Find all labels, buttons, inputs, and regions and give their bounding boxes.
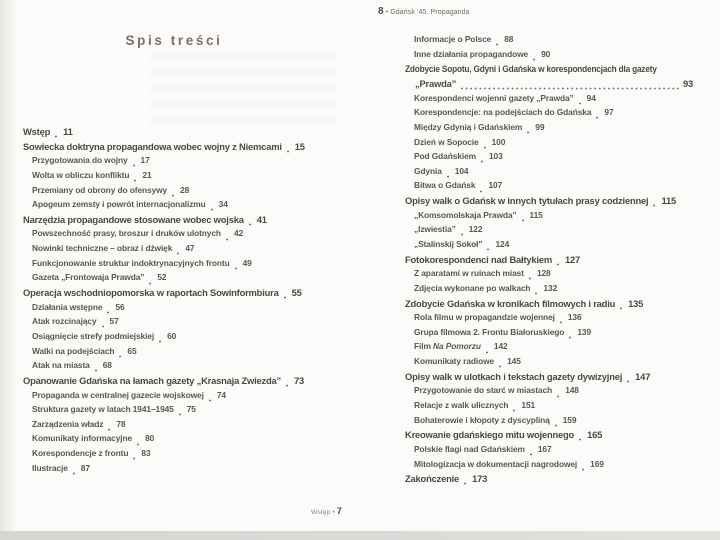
toc-entry bbox=[405, 107, 693, 122]
dot-leader bbox=[486, 351, 490, 354]
dot-leader bbox=[461, 87, 679, 90]
dot-leader bbox=[533, 58, 537, 61]
toc-entry-page: 139 bbox=[577, 326, 592, 337]
dot-leader bbox=[582, 468, 586, 471]
toc-entry-page: 132 bbox=[543, 282, 558, 293]
toc-entry-label: Ilustracje bbox=[32, 462, 68, 473]
toc-entry bbox=[405, 327, 693, 342]
toc-entry bbox=[23, 185, 325, 200]
toc-entry-label: „Izwiestia” bbox=[414, 224, 456, 235]
toc-entry-label: Opisy walk o Gdańsk w innych tytułach prasy codziennej bbox=[405, 195, 649, 207]
toc-entry-page: 115 bbox=[529, 209, 543, 220]
toc-entry-label: Opisy walk w ulotkach i tekstach gazety dywizyjnej bbox=[405, 370, 623, 382]
toc-entry-page: 99 bbox=[535, 121, 545, 132]
toc-entry-label: Operacja wschodniopomorska w raportach Sowinformbiura bbox=[23, 287, 279, 299]
dot-leader bbox=[119, 355, 123, 358]
toc-entry-label: Pod Gdańskiem bbox=[414, 151, 476, 162]
toc-entry-page: 47 bbox=[185, 243, 195, 254]
toc-entry-page: 124 bbox=[495, 238, 510, 249]
dot-leader bbox=[134, 179, 138, 182]
toc-entry-page: 49 bbox=[242, 257, 252, 268]
toc-entry bbox=[405, 210, 693, 225]
toc-entry-page: 34 bbox=[218, 199, 228, 210]
dot-leader bbox=[555, 424, 559, 427]
toc-entry bbox=[23, 433, 325, 448]
toc-entry bbox=[405, 385, 693, 400]
toc-entry-page: 167 bbox=[537, 443, 552, 454]
toc-entry bbox=[23, 360, 325, 375]
toc-entry-page: 28 bbox=[180, 184, 190, 195]
toc-entry-page: 94 bbox=[586, 92, 596, 103]
toc-entry bbox=[23, 170, 325, 185]
toc-entry-page: 135 bbox=[628, 297, 644, 309]
footer-chapter-name: Wstęp bbox=[311, 509, 331, 516]
dot-leader bbox=[73, 472, 77, 475]
toc-entry-label: Relacje z walk ulicznych bbox=[414, 400, 509, 411]
dot-leader bbox=[481, 160, 485, 163]
running-footer bbox=[311, 506, 342, 517]
dot-leader bbox=[287, 150, 291, 153]
toc-entry bbox=[405, 122, 693, 137]
toc-entry-page: 42 bbox=[233, 228, 244, 239]
header-page-number: 8 bbox=[378, 6, 384, 17]
dot-leader bbox=[487, 248, 491, 251]
toc-entry bbox=[23, 463, 325, 478]
toc-entry-label: Informacje o Polsce bbox=[414, 34, 492, 44]
toc-entry-label: Dzień w Sopocie bbox=[414, 136, 479, 147]
toc-entry bbox=[405, 239, 693, 254]
toc-entry bbox=[23, 346, 325, 361]
dot-leader bbox=[560, 321, 564, 324]
toc-entry bbox=[23, 390, 325, 405]
toc-entry bbox=[405, 356, 693, 371]
toc-title: Spis treści bbox=[125, 33, 223, 48]
toc-entry-label: Atak na miasta bbox=[32, 360, 90, 371]
toc-entry bbox=[405, 268, 693, 283]
toc-entry-label: Korespondenci wojenni gazety „Prawda” bbox=[414, 92, 574, 103]
toc-entry bbox=[405, 371, 693, 386]
dot-leader bbox=[179, 413, 183, 416]
toc-entry-label: Wolta w obliczu konfliktu bbox=[32, 169, 130, 180]
toc-entry-label: Zdobycie Sopotu, Gdyni i Gdańska w korespondencjach dla gazety bbox=[405, 63, 657, 75]
dot-leader bbox=[133, 164, 137, 167]
footer-separator: • bbox=[332, 509, 335, 516]
toc-entry-label: Przemiany od obrony do ofensywy bbox=[32, 184, 168, 195]
dot-leader bbox=[286, 384, 290, 387]
dot-leader bbox=[102, 325, 106, 328]
toc-entry-page: 107 bbox=[488, 180, 503, 191]
toc-entry bbox=[405, 459, 693, 474]
toc-entry-page: 11 bbox=[63, 126, 73, 137]
toc-entry-label: Opanowanie Gdańska na łamach gazety „Krasnaja Zwiezda” bbox=[23, 374, 282, 386]
dot-leader bbox=[535, 292, 539, 295]
dot-leader bbox=[653, 204, 657, 207]
toc-entry bbox=[23, 419, 325, 434]
toc-entry-label: Fotokorespondenci nad Bałtykiem bbox=[405, 253, 552, 265]
scan-left-edge bbox=[0, 0, 17, 540]
toc-entry bbox=[405, 429, 693, 444]
toc-entry bbox=[405, 166, 693, 181]
toc-entry bbox=[23, 258, 325, 273]
toc-entry-label: „Stalinskij Sokoł” bbox=[414, 238, 483, 249]
toc-entry-label: Film Na Pomorzu bbox=[414, 341, 481, 352]
dot-leader bbox=[159, 340, 163, 343]
toc-entry bbox=[23, 272, 325, 287]
toc-entry-page: 93 bbox=[682, 77, 693, 89]
toc-entry-page: 90 bbox=[541, 48, 551, 59]
dot-leader bbox=[447, 175, 451, 178]
dot-leader bbox=[484, 146, 488, 149]
toc-entry bbox=[23, 214, 325, 229]
toc-entry bbox=[405, 444, 693, 459]
dot-leader bbox=[496, 43, 500, 46]
dot-leader bbox=[499, 365, 503, 368]
toc-entry-label: Rola filmu w propagandzie wojennej bbox=[414, 312, 555, 323]
dot-leader bbox=[579, 102, 583, 105]
toc-entry-label: Komunikaty informacyjne bbox=[32, 433, 133, 444]
dot-leader bbox=[209, 399, 213, 402]
footer-page-number: 7 bbox=[336, 506, 342, 517]
toc-entry-page: 128 bbox=[536, 268, 551, 279]
toc-entry-page: 74 bbox=[216, 389, 226, 400]
dot-leader bbox=[627, 380, 631, 383]
toc-entry bbox=[405, 151, 693, 166]
toc-entry-page: 104 bbox=[454, 165, 469, 176]
toc-entry-page: 75 bbox=[186, 404, 196, 415]
toc-entry-page: 147 bbox=[635, 370, 651, 382]
toc-entry-label: Sowiecka doktryna propagandowa wobec wojny z Niemcami bbox=[23, 140, 282, 152]
toc-entry bbox=[405, 180, 693, 195]
toc-entry-page: 142 bbox=[493, 341, 508, 352]
toc-entry bbox=[405, 224, 693, 239]
toc-entry-page: 80 bbox=[145, 433, 155, 444]
toc-entry-page: 145 bbox=[507, 356, 521, 367]
dot-leader bbox=[211, 208, 215, 211]
dot-leader bbox=[108, 428, 112, 431]
toc-entry-page: 56 bbox=[115, 301, 125, 312]
toc-entry-page: 115 bbox=[661, 195, 676, 207]
toc-entry bbox=[405, 63, 693, 92]
header-book-title: Gdańsk '45. Propaganda bbox=[390, 9, 470, 16]
toc-entry-page: 88 bbox=[504, 34, 514, 44]
dot-leader bbox=[133, 457, 137, 460]
dot-leader bbox=[172, 194, 176, 197]
toc-entry bbox=[405, 298, 693, 313]
toc-entry bbox=[405, 93, 693, 108]
toc-entry-label: Przygotowanie do starć w miastach bbox=[414, 385, 553, 396]
toc-entry bbox=[23, 199, 325, 214]
toc-entry-page: 127 bbox=[564, 253, 581, 265]
toc-entry bbox=[23, 141, 325, 156]
toc-entry bbox=[405, 34, 693, 49]
toc-page-right bbox=[405, 0, 693, 540]
dot-leader bbox=[569, 336, 573, 339]
toc-page-left bbox=[23, 0, 325, 540]
toc-entry-label-italic: Na Pomorzu bbox=[433, 341, 481, 352]
toc-entry-page: 159 bbox=[562, 414, 577, 425]
toc-entry-label: Zarządzenia władz bbox=[32, 418, 104, 429]
dot-leader bbox=[95, 369, 99, 372]
dot-leader bbox=[107, 311, 111, 314]
toc-entry-page: 173 bbox=[472, 473, 488, 485]
toc-entry bbox=[405, 254, 693, 269]
dot-leader bbox=[226, 238, 230, 241]
toc-entry-label: Komunikaty radiowe bbox=[414, 356, 495, 367]
toc-entry-label: Struktura gazety w latach 1941–1945 bbox=[32, 404, 174, 415]
header-separator: • bbox=[385, 9, 389, 16]
toc-entry bbox=[405, 341, 693, 356]
toc-entries-left bbox=[23, 126, 325, 477]
toc-entry-label: Funkcjonowanie struktur indoktrynacyjnych frontu bbox=[32, 257, 230, 268]
toc-entry-page: 55 bbox=[291, 287, 302, 299]
toc-entry-page: 83 bbox=[141, 448, 151, 459]
toc-entry-label: Nowinki techniczne – obraz i dźwięk bbox=[32, 243, 173, 254]
toc-entry bbox=[23, 302, 325, 317]
toc-entry-page: 103 bbox=[489, 151, 503, 162]
toc-entry-page: 165 bbox=[587, 429, 603, 441]
toc-entry-label: Zdobycie Gdańska w kronikach filmowych i radiu bbox=[405, 297, 616, 309]
dot-leader bbox=[480, 190, 484, 193]
toc-entry-label: „Prawda” bbox=[415, 77, 457, 89]
toc-entry-label: Między Gdynią i Gdańskiem bbox=[414, 121, 523, 132]
toc-entry bbox=[23, 228, 325, 243]
dot-leader bbox=[137, 443, 141, 446]
toc-entry-label: Inne działania propagandowe bbox=[414, 48, 529, 59]
toc-entry-label: Propaganda w centralnej gazecie wojskowej bbox=[32, 389, 204, 400]
toc-entry-label: Polskie flagi nad Gdańskiem bbox=[414, 443, 525, 454]
toc-entry-label: Osiągnięcie strefy podmiejskiej bbox=[32, 330, 155, 341]
dot-leader bbox=[527, 131, 531, 134]
dot-leader bbox=[530, 453, 534, 456]
toc-entry bbox=[23, 448, 325, 463]
toc-entry-label: Korespondencje: na podejściach do Gdańska bbox=[414, 107, 592, 118]
toc-entry-page: 60 bbox=[167, 330, 177, 341]
toc-entry-page: 100 bbox=[491, 136, 506, 147]
toc-entry-label: Bitwa o Gdańsk bbox=[414, 180, 476, 191]
toc-entry-label: Atak rozcinający bbox=[32, 316, 97, 327]
dot-leader bbox=[149, 282, 153, 285]
toc-entry-page: 97 bbox=[604, 107, 614, 118]
toc-entry-label: Zdjęcia wykonane po walkach bbox=[414, 282, 531, 293]
scan-bottom-edge bbox=[0, 531, 720, 540]
toc-entry-page: 73 bbox=[294, 374, 305, 386]
dot-leader bbox=[284, 296, 288, 299]
toc-entry-label: Mitologizacja w dokumentacji nagrodowej bbox=[414, 458, 578, 469]
toc-entry-label: Działania wstępne bbox=[32, 301, 103, 312]
toc-entry-label: Korespondencje z frontu bbox=[32, 448, 129, 459]
toc-entry bbox=[23, 155, 325, 170]
dot-leader bbox=[557, 263, 561, 266]
dot-leader bbox=[461, 233, 465, 236]
toc-entry-label: Z aparatami w ruinach miast bbox=[414, 268, 524, 279]
toc-entry-label: Kreowanie gdańskiego mitu wojennego bbox=[405, 429, 575, 441]
toc-entry bbox=[23, 404, 325, 419]
toc-entry-label: Walki na podejściach bbox=[32, 345, 115, 356]
toc-entry bbox=[23, 316, 325, 331]
toc-entry-label: Narzędzia propagandowe stosowane wobec wojska bbox=[23, 213, 244, 225]
toc-entry-label: Gazeta „Frontowaja Prawda” bbox=[32, 272, 145, 283]
dot-leader bbox=[620, 307, 624, 310]
toc-entry bbox=[405, 283, 693, 298]
toc-entry bbox=[23, 126, 325, 141]
toc-entry-page: 78 bbox=[116, 418, 126, 429]
toc-entry-page: 17 bbox=[140, 155, 150, 166]
toc-entry bbox=[23, 375, 325, 390]
toc-entry-page: 122 bbox=[468, 224, 483, 235]
dot-leader bbox=[522, 219, 526, 222]
toc-entry bbox=[405, 49, 693, 64]
toc-entry-label: Zakończenie bbox=[405, 473, 460, 485]
toc-entry-label: Apogeum zemsty i powrót internacjonalizmu bbox=[32, 199, 206, 210]
toc-entry-page: 169 bbox=[590, 458, 604, 469]
dot-leader bbox=[464, 482, 468, 485]
dot-leader bbox=[579, 438, 583, 441]
toc-entry-page: 87 bbox=[80, 462, 90, 473]
toc-entry bbox=[23, 243, 325, 258]
dot-leader bbox=[249, 223, 253, 226]
toc-entry-page: 21 bbox=[142, 169, 152, 180]
running-header bbox=[378, 6, 470, 17]
dot-leader bbox=[235, 267, 239, 270]
toc-entry-page: 148 bbox=[565, 385, 579, 396]
toc-entry bbox=[405, 312, 693, 327]
dot-leader bbox=[596, 116, 600, 119]
dot-leader bbox=[513, 409, 517, 412]
toc-entry-page: 65 bbox=[127, 345, 137, 356]
toc-entry-label: Bohaterowie i kłopoty z dyscypliną bbox=[414, 414, 550, 425]
toc-entry bbox=[405, 473, 693, 488]
toc-entry bbox=[23, 287, 325, 302]
toc-entry-label: Grupa filmowa 2. Frontu Białoruskiego bbox=[414, 326, 565, 337]
toc-entry-page: 41 bbox=[256, 213, 267, 225]
toc-entry-label: Przygotowania do wojny bbox=[32, 155, 128, 166]
toc-entry-label: Wstęp bbox=[23, 126, 51, 137]
toc-entry-page: 57 bbox=[109, 316, 119, 327]
toc-entry bbox=[23, 331, 325, 346]
toc-entries-right bbox=[405, 34, 693, 488]
toc-entry bbox=[405, 195, 693, 210]
toc-entry-page: 151 bbox=[521, 400, 536, 411]
toc-entry bbox=[405, 400, 693, 415]
toc-entry-page: 15 bbox=[294, 140, 305, 152]
dot-leader bbox=[55, 135, 59, 138]
dot-leader bbox=[529, 277, 533, 280]
toc-entry bbox=[405, 415, 693, 430]
toc-entry bbox=[405, 137, 693, 152]
dot-leader bbox=[177, 252, 181, 255]
toc-entry-page: 52 bbox=[157, 272, 167, 283]
toc-entry-label: Gdynia bbox=[414, 165, 442, 176]
dot-leader bbox=[557, 395, 561, 398]
toc-entry-page: 68 bbox=[102, 360, 112, 371]
toc-entry-label: Powszechność prasy, broszur i druków ulotnych bbox=[32, 228, 221, 239]
toc-entry-page: 136 bbox=[567, 312, 582, 323]
toc-entry-label: „Komsomolskaja Prawda” bbox=[414, 209, 517, 220]
